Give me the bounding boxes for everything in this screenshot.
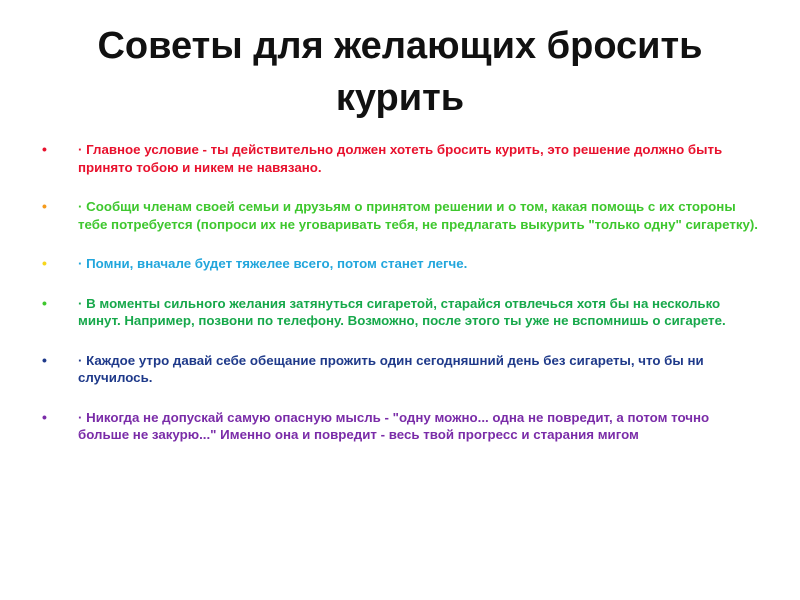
bullet-marker-icon: • [42, 408, 47, 425]
bullet-text: · Помни, вначале будет тяжелее всего, потом станет легче. [78, 256, 468, 271]
bullet-item [42, 141, 762, 176]
slide-title: Советы для желающих бросить курить [97, 25, 703, 119]
bullet-text: · Каждое утро давай себе обещание прожить один сегодняшний день без сигареты, что бы ни случилось. [78, 352, 704, 385]
bullet-text: · Никогда не допускай самую опасную мысль - "одну можно... одна не повредит, а потом точно больше не закурю..." Именно она и повредит - весь твой прогресс и старания мигом [78, 409, 710, 442]
bullet-marker-icon: • [42, 198, 47, 214]
bullet-item [42, 295, 762, 330]
bullet-text: · Главное условие - ты действительно должен хотеть бросить курить, это решение должно быть принято тобою и никем не навязано. [78, 142, 723, 175]
bullet-marker-icon: • [42, 294, 47, 311]
bullet-text: · Сообщи членам своей семьи и друзьям о принятом решении и о том, какая помощь с их стороны тебе потребуется (попроси их не уговаривать тебя, не предлагать выкурить "только одну" сигаретку). [78, 199, 759, 232]
bullet-text: · В моменты сильного желания затянуться сигаретой, старайся отвлечься хотя бы на несколько минут. Например, позвони по телефону. Возможно, после этого ты уже не вспомнишь о сигарете. [78, 295, 726, 328]
bullet-marker-icon: • [42, 141, 47, 157]
bullet-item [42, 409, 762, 444]
bullet-item [42, 255, 762, 273]
bullet-item [42, 352, 762, 387]
bullet-marker-icon: • [42, 351, 47, 368]
bullet-item [42, 198, 762, 233]
bullet-list [42, 141, 762, 466]
bullet-marker-icon: • [42, 255, 47, 271]
